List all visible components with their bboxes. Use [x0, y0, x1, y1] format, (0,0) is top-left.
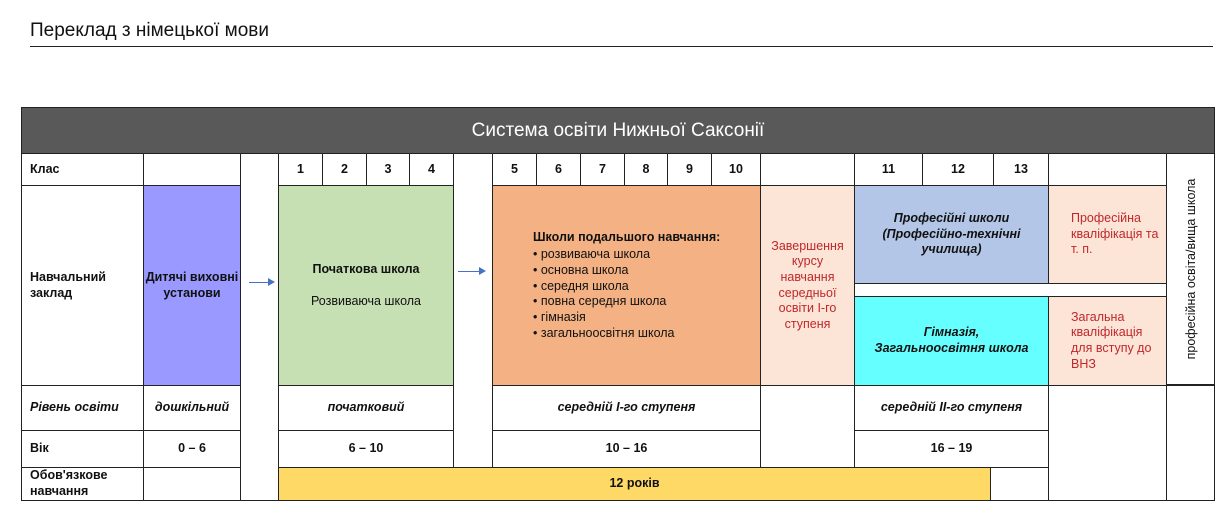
- list-item: • середня школа: [533, 279, 720, 295]
- grade-cell: 1: [278, 153, 323, 186]
- empty-cell: [143, 153, 241, 186]
- table-banner: Система освіти Нижньої Саксонії: [21, 107, 1215, 154]
- age-primary: 6 – 10: [278, 430, 454, 468]
- grade-cell: 7: [580, 153, 625, 186]
- level-secondary1: середній І-го ступеня: [492, 385, 761, 431]
- vocational-qualification-box: Професійна кваліфікація та т. п.: [1048, 185, 1167, 284]
- empty-cell: [760, 153, 855, 186]
- primary-subtitle: Розвиваюча школа: [310, 293, 421, 308]
- arrow-right-icon: [249, 282, 273, 283]
- grade-cell: 2: [322, 153, 367, 186]
- higher-education-label: професійна освіта/вища школа: [1183, 178, 1198, 360]
- level-secondary2: середній ІІ-го ступеня: [854, 385, 1049, 431]
- secondary-title: Школи подальшого навчання:: [533, 229, 721, 244]
- list-item: • загальноосвітня школа: [533, 326, 720, 342]
- grade-cell: 5: [492, 153, 537, 186]
- preschool-box: Дитячі виховні установи: [143, 185, 241, 386]
- spacer-cell: [854, 283, 1167, 297]
- primary-school-box: [278, 185, 454, 386]
- completion-box: Завершення курсу навчання середньої освіти І-го ступеня: [760, 185, 855, 386]
- empty-cell: [143, 467, 241, 501]
- list-item: • гімназія: [533, 310, 720, 326]
- level-preschool: дошкільний: [143, 385, 241, 431]
- grade-cell: 8: [624, 153, 668, 186]
- empty-cell: [1166, 385, 1215, 501]
- title-underline: [30, 46, 1213, 47]
- compulsory-bar: 12 років: [278, 467, 991, 501]
- age-secondary2: 16 – 19: [854, 430, 1049, 468]
- general-qualification-box: Загальна кваліфікація для вступу до ВНЗ: [1048, 296, 1167, 386]
- row-label-grade: Клас: [21, 153, 144, 186]
- gap-column: [453, 153, 493, 468]
- grade-cell: 4: [409, 153, 454, 186]
- row-label-institution: Навчальний заклад: [21, 185, 144, 386]
- gap-column: [240, 153, 279, 501]
- level-primary: початковий: [278, 385, 454, 431]
- age-preschool: 0 – 6: [143, 430, 241, 468]
- secondary-list: [533, 247, 720, 341]
- grade-cell: 9: [667, 153, 712, 186]
- grade-cell: 11: [854, 153, 923, 186]
- primary-title: Початкова школа: [312, 261, 420, 276]
- page-title: Переклад з німецької мови: [30, 20, 270, 41]
- grade-cell: 10: [711, 153, 761, 186]
- grade-cell: 12: [922, 153, 994, 186]
- arrow-right-icon: [458, 271, 484, 272]
- age-secondary1: 10 – 16: [492, 430, 761, 468]
- secondary-schools-box: [492, 185, 761, 386]
- gymnasium-box: Гімназія, Загальноосвітня школа: [854, 296, 1049, 386]
- empty-cell: [1048, 385, 1167, 501]
- list-item: • основна школа: [533, 263, 720, 279]
- row-label-level: Рівень освіти: [21, 385, 144, 431]
- empty-cell: [990, 467, 1049, 501]
- list-item: • розвиваюча школа: [533, 247, 720, 263]
- grade-cell: 6: [536, 153, 581, 186]
- row-label-age: Вік: [21, 430, 144, 468]
- row-label-compulsory: Обов'язкове навчання: [21, 467, 144, 501]
- empty-cell: [760, 385, 855, 468]
- empty-cell: [1048, 153, 1167, 186]
- higher-education-column: [1166, 153, 1215, 385]
- list-item: • повна середня школа: [533, 294, 720, 310]
- grade-cell: 13: [993, 153, 1049, 186]
- vocational-schools-box: Професійні школи (Професійно-технічні училища): [854, 185, 1049, 284]
- grade-cell: 3: [366, 153, 410, 186]
